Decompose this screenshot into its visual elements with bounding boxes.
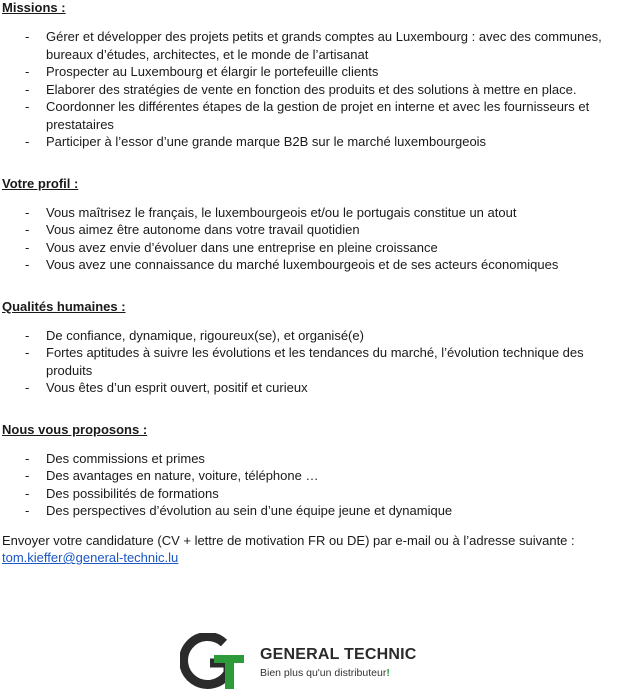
dash-marker: -: [25, 257, 30, 272]
profil-list: [2, 204, 614, 274]
qualites-list: [2, 327, 614, 397]
list-item: - Des perspectives d’évolution au sein d’une équipe jeune et dynamique: [25, 503, 453, 518]
dash-marker: -: [25, 450, 30, 466]
company-logo: [180, 633, 417, 693]
list-item: - Vous avez envie d’évoluer dans une entreprise en pleine croissance: [25, 239, 438, 255]
list-item: - Vous êtes d’un esprit ouvert, positif et curieux: [25, 380, 308, 395]
dash-marker: -: [25, 485, 30, 501]
list-item: - Vous avez une connaissance du marché luxembourgeois et de ses acteurs économiques: [25, 257, 559, 272]
dash-marker: -: [25, 29, 30, 44]
profil-title: Votre profil :: [2, 175, 79, 191]
dash-marker: -: [25, 81, 30, 97]
missions-title: Missions :: [2, 0, 66, 15]
logo-tagline-mark: !: [386, 667, 390, 679]
general-technic-gt-logo-icon: [180, 633, 252, 693]
list-item: - Coordonner les différentes étapes de la gestion de projet en interne et avec les fournisseurs et prestataires: [25, 99, 590, 132]
dash-marker: -: [25, 222, 30, 237]
application-text: Envoyer votre candidature (CV + lettre de motivation FR ou DE) par e-mail ou à l’adresse suivante :: [2, 532, 575, 548]
dash-marker: -: [25, 204, 30, 220]
job-offer-document: [2, 0, 614, 567]
list-item: - De confiance, dynamique, rigoureux(se), et organisé(e): [25, 327, 364, 343]
list-item: - Des avantages en nature, voiture, téléphone …: [25, 468, 319, 483]
list-item: - Elaborer des stratégies de vente en fonction des produits et des solutions à mettre en place.: [25, 81, 577, 97]
proposons-list: [2, 450, 614, 520]
list-item: - Vous aimez être autonome dans votre travail quotidien: [25, 222, 360, 237]
list-item: - Gérer et développer des projets petits et grands comptes au Luxembourg : avec des communes, bureaux d’études, architectes, et le monde de l’artisanat: [25, 29, 602, 62]
logo-tagline: Bien plus qu'un distributeur!: [260, 667, 390, 679]
list-item: - Des commissions et primes: [25, 450, 205, 466]
dash-marker: -: [25, 503, 30, 518]
dash-marker: -: [25, 134, 30, 149]
list-item: - Prospecter au Luxembourg et élargir le portefeuille clients: [25, 64, 379, 79]
email-link[interactable]: tom.kieffer@general-technic.lu: [2, 550, 179, 565]
dash-marker: -: [25, 380, 30, 395]
list-item: - Participer à l’essor d’une grande marque B2B sur le marché luxembourgeois: [25, 134, 487, 149]
logo-text-block: [260, 646, 417, 680]
missions-list: [2, 28, 614, 151]
proposons-title: Nous vous proposons :: [2, 421, 148, 437]
dash-marker: -: [25, 327, 30, 343]
list-item: - Vous maîtrisez le français, le luxembourgeois et/ou le portugais constitue un atout: [25, 204, 517, 220]
dash-marker: -: [25, 99, 30, 114]
dash-marker: -: [25, 239, 30, 255]
application-instructions: [2, 532, 614, 567]
list-item: - Fortes aptitudes à suivre les évolutions et les tendances du marché, l’évolution technique des produits: [25, 345, 584, 378]
dash-marker: -: [25, 64, 30, 79]
logo-company-name: GENERAL TECHNIC: [260, 646, 417, 663]
qualites-title: Qualités humaines :: [2, 298, 126, 314]
list-item: - Des possibilités de formations: [25, 485, 219, 501]
dash-marker: -: [25, 345, 30, 360]
dash-marker: -: [25, 468, 30, 483]
